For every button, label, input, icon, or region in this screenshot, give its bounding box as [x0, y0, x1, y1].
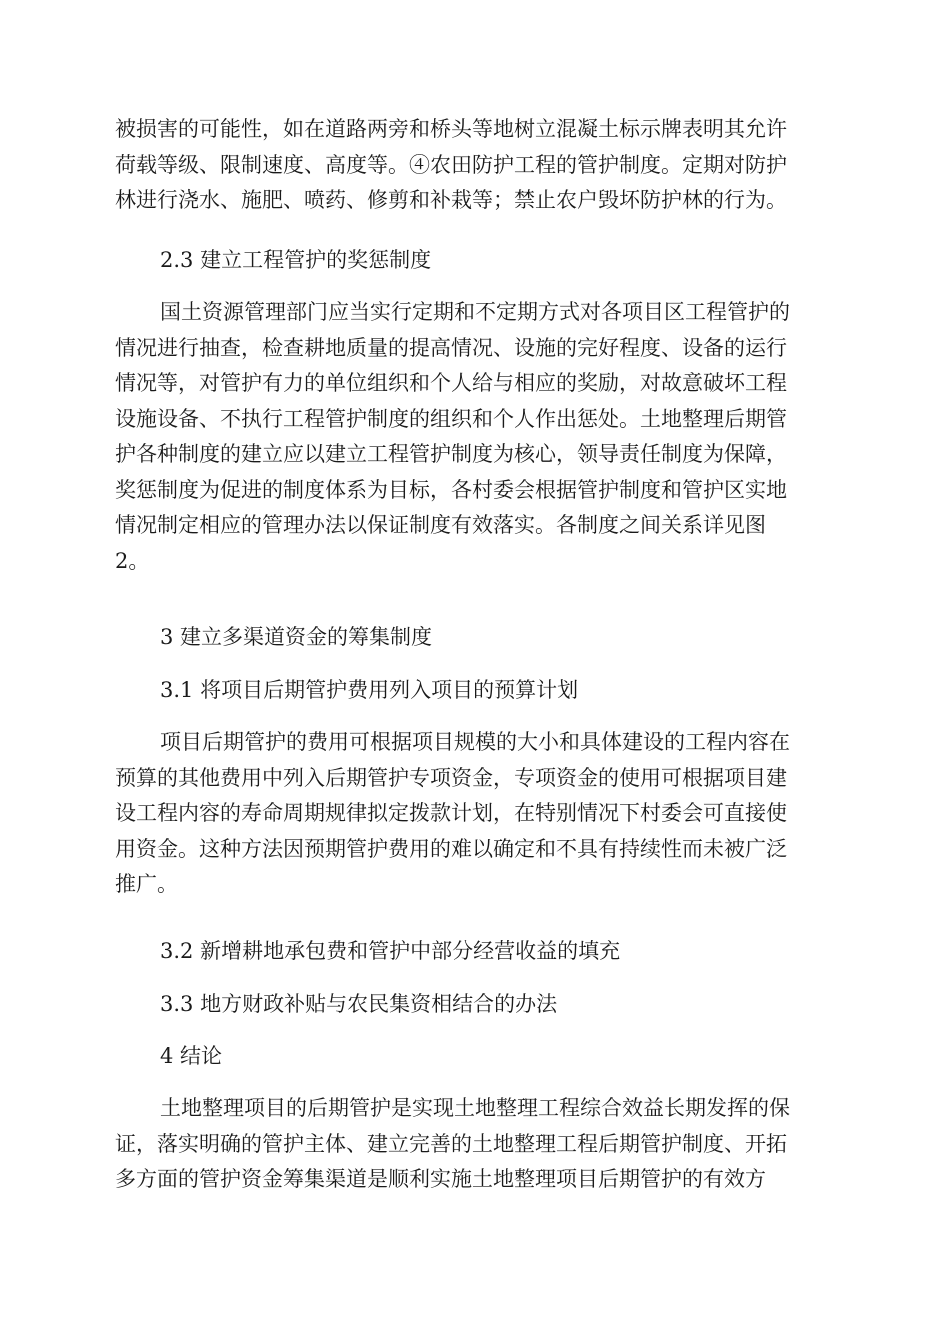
text-line: 情况制定相应的管理办法以保证制度有效落实。各制度之间关系详见图 [115, 513, 766, 537]
heading-text: 3 建立多渠道资金的筹集制度 [160, 625, 433, 649]
text-line: 设施设备、不执行工程管护制度的组织和个人作出惩处。土地整理后期管 [115, 406, 787, 431]
text-line: 奖惩制度为促进的制度体系为目标，各村委会根据管护制度和管护区实地 [115, 477, 787, 502]
text-line: 林进行浇水、施肥、喷药、修剪和补栽等；禁止农户毁坏防护林的行为。 [115, 188, 787, 212]
text-line: 情况进行抽查，检查耕地质量的提高情况、设施的完好程度、设备的运行 [115, 335, 787, 360]
text-line: 国土资源管理部门应当实行定期和不定期方式对各项目区工程管护的 [160, 300, 790, 324]
section-heading-3 [115, 620, 835, 656]
paragraph-1 [115, 112, 835, 219]
section-heading-2-3 [115, 243, 835, 279]
section-heading-3-3 [115, 987, 835, 1023]
section-heading-3-1 [115, 673, 835, 709]
text-line: 多方面的管护资金筹集渠道是顺利实施土地整理项目后期管护的有效方 [115, 1167, 766, 1191]
text-line: 设工程内容的寿命周期规律拟定拨款计划，在特别情况下村委会可直接使 [115, 801, 787, 825]
text-line: 护各种制度的建立应以建立工程管护制度为核心，领导责任制度为保障， [115, 442, 787, 466]
text-line: 2。 [115, 548, 150, 573]
heading-text: 4 结论 [160, 1044, 223, 1068]
text-line: 荷载等级、限制速度、高度等。④农田防护工程的管护制度。定期对防护 [115, 152, 787, 177]
text-line: 土地整理项目的后期管护是实现土地整理工程综合效益长期发挥的保 [160, 1096, 790, 1120]
text-line: 证，落实明确的管护主体、建立完善的土地整理工程后期管护制度、开拓 [115, 1131, 787, 1156]
section-heading-4 [115, 1039, 835, 1075]
text-line: 情况等，对管护有力的单位组织和个人给与相应的奖励，对故意破坏工程 [115, 371, 787, 395]
text-line: 项目后期管护的费用可根据项目规模的大小和具体建设的工程内容在 [160, 730, 790, 754]
paragraph-4 [115, 1091, 835, 1198]
text-line: 被损害的可能性，如在道路两旁和桥头等地树立混凝土标示牌表明其允许 [115, 117, 787, 141]
text-line: 用资金。这种方法因预期管护费用的难以确定和不具有持续性而未被广泛 [115, 836, 787, 861]
heading-text: 3.2 新增耕地承包费和管护中部分经营收益的填充 [160, 939, 621, 963]
section-heading-3-2 [115, 934, 835, 970]
heading-text: 3.1 将项目后期管护费用列入项目的预算计划 [160, 678, 579, 702]
text-line: 预算的其他费用中列入后期管护专项资金，专项资金的使用可根据项目建 [115, 765, 787, 790]
paragraph-2 [115, 295, 835, 579]
heading-text: 2.3 建立工程管护的奖惩制度 [160, 248, 432, 272]
text-line: 推广。 [115, 872, 178, 896]
paragraph-3 [115, 725, 835, 903]
heading-text: 3.3 地方财政补贴与农民集资相结合的办法 [160, 992, 558, 1016]
